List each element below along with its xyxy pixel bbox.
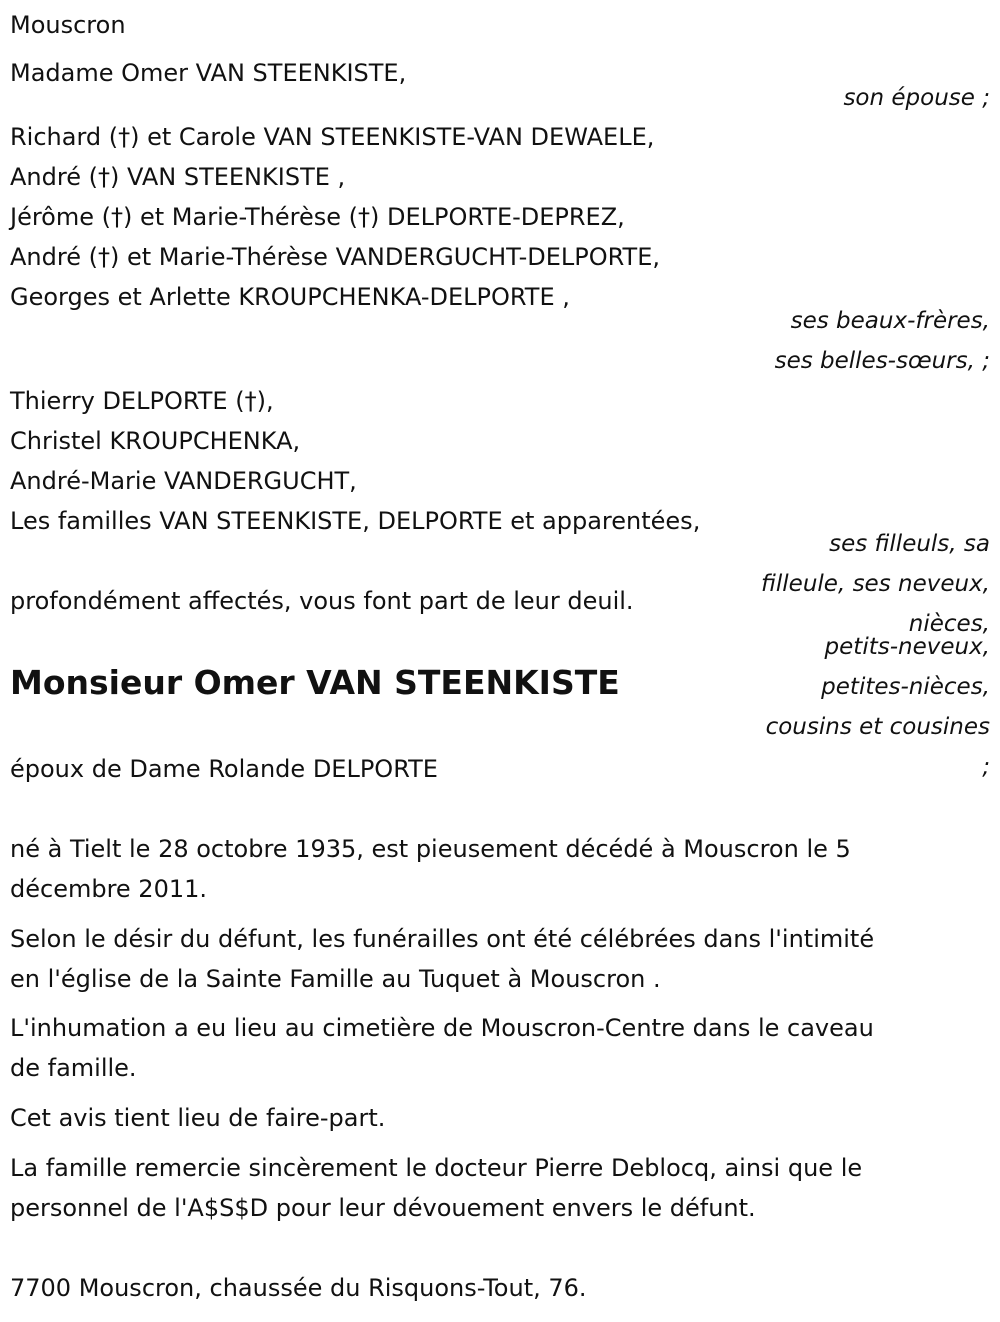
relatives-role: cousins et cousines — [765, 714, 990, 740]
relative-line: Thierry DELPORTE (†), — [10, 387, 274, 415]
relatives-role: ses filleuls, sa — [829, 531, 990, 557]
paragraph-line: L'inhumation a eu lieu au cimetière de Mouscron-Centre dans le caveau — [10, 1014, 874, 1042]
in-law-line: André (†) VAN STEENKISTE , — [10, 163, 346, 191]
relative-line: Les familles VAN STEENKISTE, DELPORTE et apparentées, — [10, 507, 701, 535]
relatives-role: petites-nièces, — [821, 674, 990, 700]
paragraph-line: en l'église de la Sainte Famille au Tuquet à Mouscron . — [10, 965, 661, 993]
wife-line: Madame Omer VAN STEENKISTE, — [10, 59, 407, 87]
paragraph-line: né à Tielt le 28 octobre 1935, est pieusement décédé à Mouscron le 5 — [10, 835, 851, 863]
city: Mouscron — [10, 11, 126, 39]
in-law-line: Georges et Arlette KROUPCHENKA-DELPORTE , — [10, 283, 570, 311]
deceased-name: Monsieur Omer VAN STEENKISTE — [10, 663, 620, 702]
in-law-line: Jérôme (†) et Marie-Thérèse (†) DELPORTE-DEPREZ, — [10, 203, 625, 231]
spouse-of: époux de Dame Rolande DELPORTE — [10, 755, 438, 783]
announcement: profondément affectés, vous font part de leur deuil. — [10, 587, 634, 615]
relatives-role: petits-neveux, — [824, 634, 990, 660]
relatives-role: filleule, ses neveux, — [761, 571, 990, 597]
paragraph-line: Cet avis tient lieu de faire-part. — [10, 1104, 386, 1132]
address: 7700 Mouscron, chaussée du Risquons-Tout, 76. — [10, 1274, 587, 1302]
in-law-line: André (†) et Marie-Thérèse VANDERGUCHT-DELPORTE, — [10, 243, 660, 271]
paragraph-line: Selon le désir du défunt, les funérailles ont été célébrées dans l'intimité — [10, 925, 875, 953]
paragraph-line: personnel de l'A$S$D pour leur dévouement envers le défunt. — [10, 1194, 756, 1222]
paragraph-line: de famille. — [10, 1054, 137, 1082]
relatives-role: nièces, — [908, 611, 990, 637]
wife-role: son épouse ; — [843, 85, 990, 111]
in-laws-role: ses belles-sœurs, ; — [774, 348, 990, 374]
in-laws-role: ses beaux-frères, — [790, 308, 990, 334]
relative-line: André-Marie VANDERGUCHT, — [10, 467, 357, 495]
in-law-line: Richard (†) et Carole VAN STEENKISTE-VAN DEWAELE, — [10, 123, 655, 151]
relatives-role: ; — [982, 754, 990, 780]
relative-line: Christel KROUPCHENKA, — [10, 427, 301, 455]
paragraph-line: La famille remercie sincèrement le docteur Pierre Deblocq, ainsi que le — [10, 1154, 863, 1182]
paragraph-line: décembre 2011. — [10, 875, 208, 903]
